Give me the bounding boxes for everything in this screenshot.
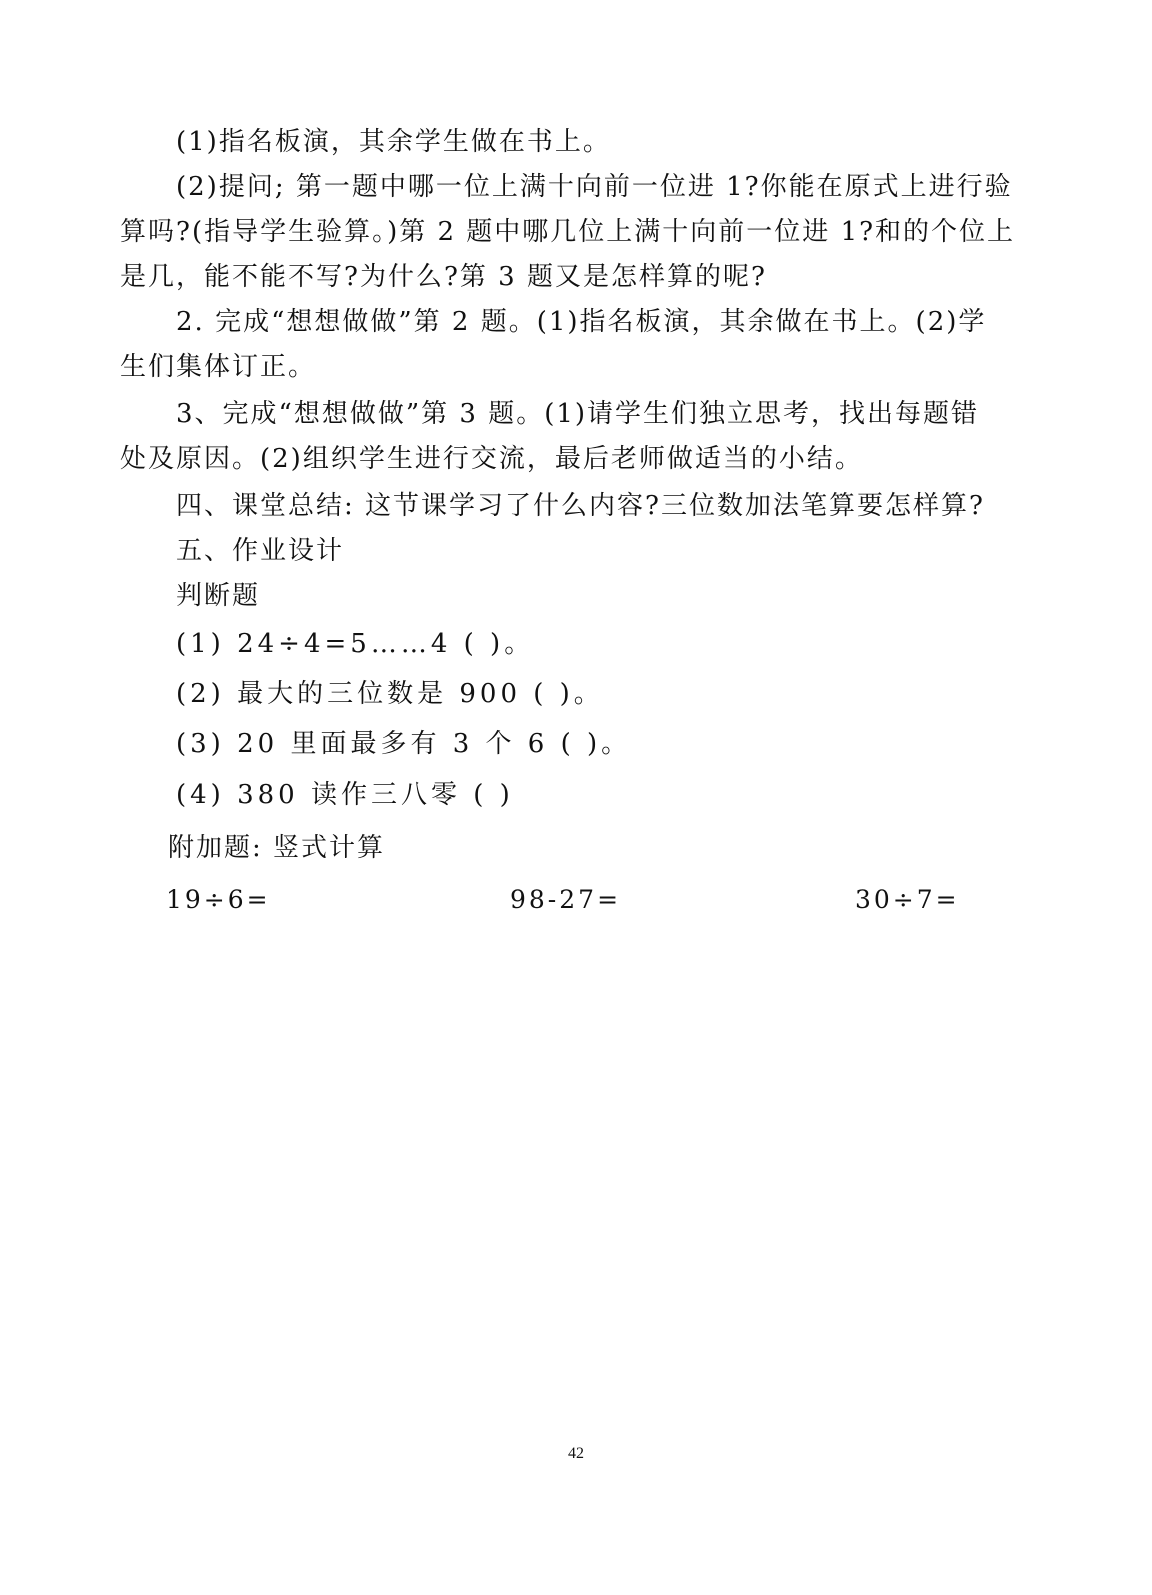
- calc-item: 19÷6=: [166, 885, 271, 914]
- section-heading: 四、课堂总结: 这节课学习了什么内容?三位数加法笔算要怎样算?: [176, 491, 985, 521]
- extra-title: 附加题: 竖式计算: [168, 833, 386, 863]
- paragraph-line: 3、完成“想想做做”第 3 题。(1)请学生们独立思考，找出每题错: [176, 399, 980, 429]
- paragraph-line: 2. 完成“想想做做”第 2 题。(1)指名板演，其余做在书上。(2)学: [176, 307, 987, 337]
- paragraph-line: (1)指名板演，其余学生做在书上。: [176, 127, 611, 157]
- sub-heading: 判断题: [176, 581, 261, 611]
- paragraph-line: 处及原因。(2)组织学生进行交流，最后老师做适当的小结。: [120, 444, 863, 474]
- question-item: (3) 20 里面最多有 3 个 6 ( )。: [176, 729, 632, 759]
- paragraph-line: 算吗?(指导学生验算。)第 2 题中哪几位上满十向前一位进 1?和的个位上: [120, 217, 1016, 247]
- paragraph-line: 生们集体订正。: [120, 352, 317, 382]
- paragraph-line: (2)提问; 第一题中哪一位上满十向前一位进 1?你能在原式上进行验: [176, 172, 1013, 202]
- calc-item: 30÷7=: [855, 885, 960, 914]
- calc-item: 98-27=: [510, 885, 622, 914]
- page-number: 42: [568, 1445, 584, 1462]
- question-item: (1) 24÷4=5……4 ( )。: [176, 629, 535, 659]
- question-item: (4) 380 读作三八零 ( ): [176, 780, 514, 810]
- paragraph-line: 是几，能不能不写?为什么?第 3 题又是怎样算的呢?: [120, 262, 767, 292]
- section-heading: 五、作业设计: [176, 536, 345, 566]
- question-item: (2) 最大的三位数是 900 ( )。: [176, 679, 604, 709]
